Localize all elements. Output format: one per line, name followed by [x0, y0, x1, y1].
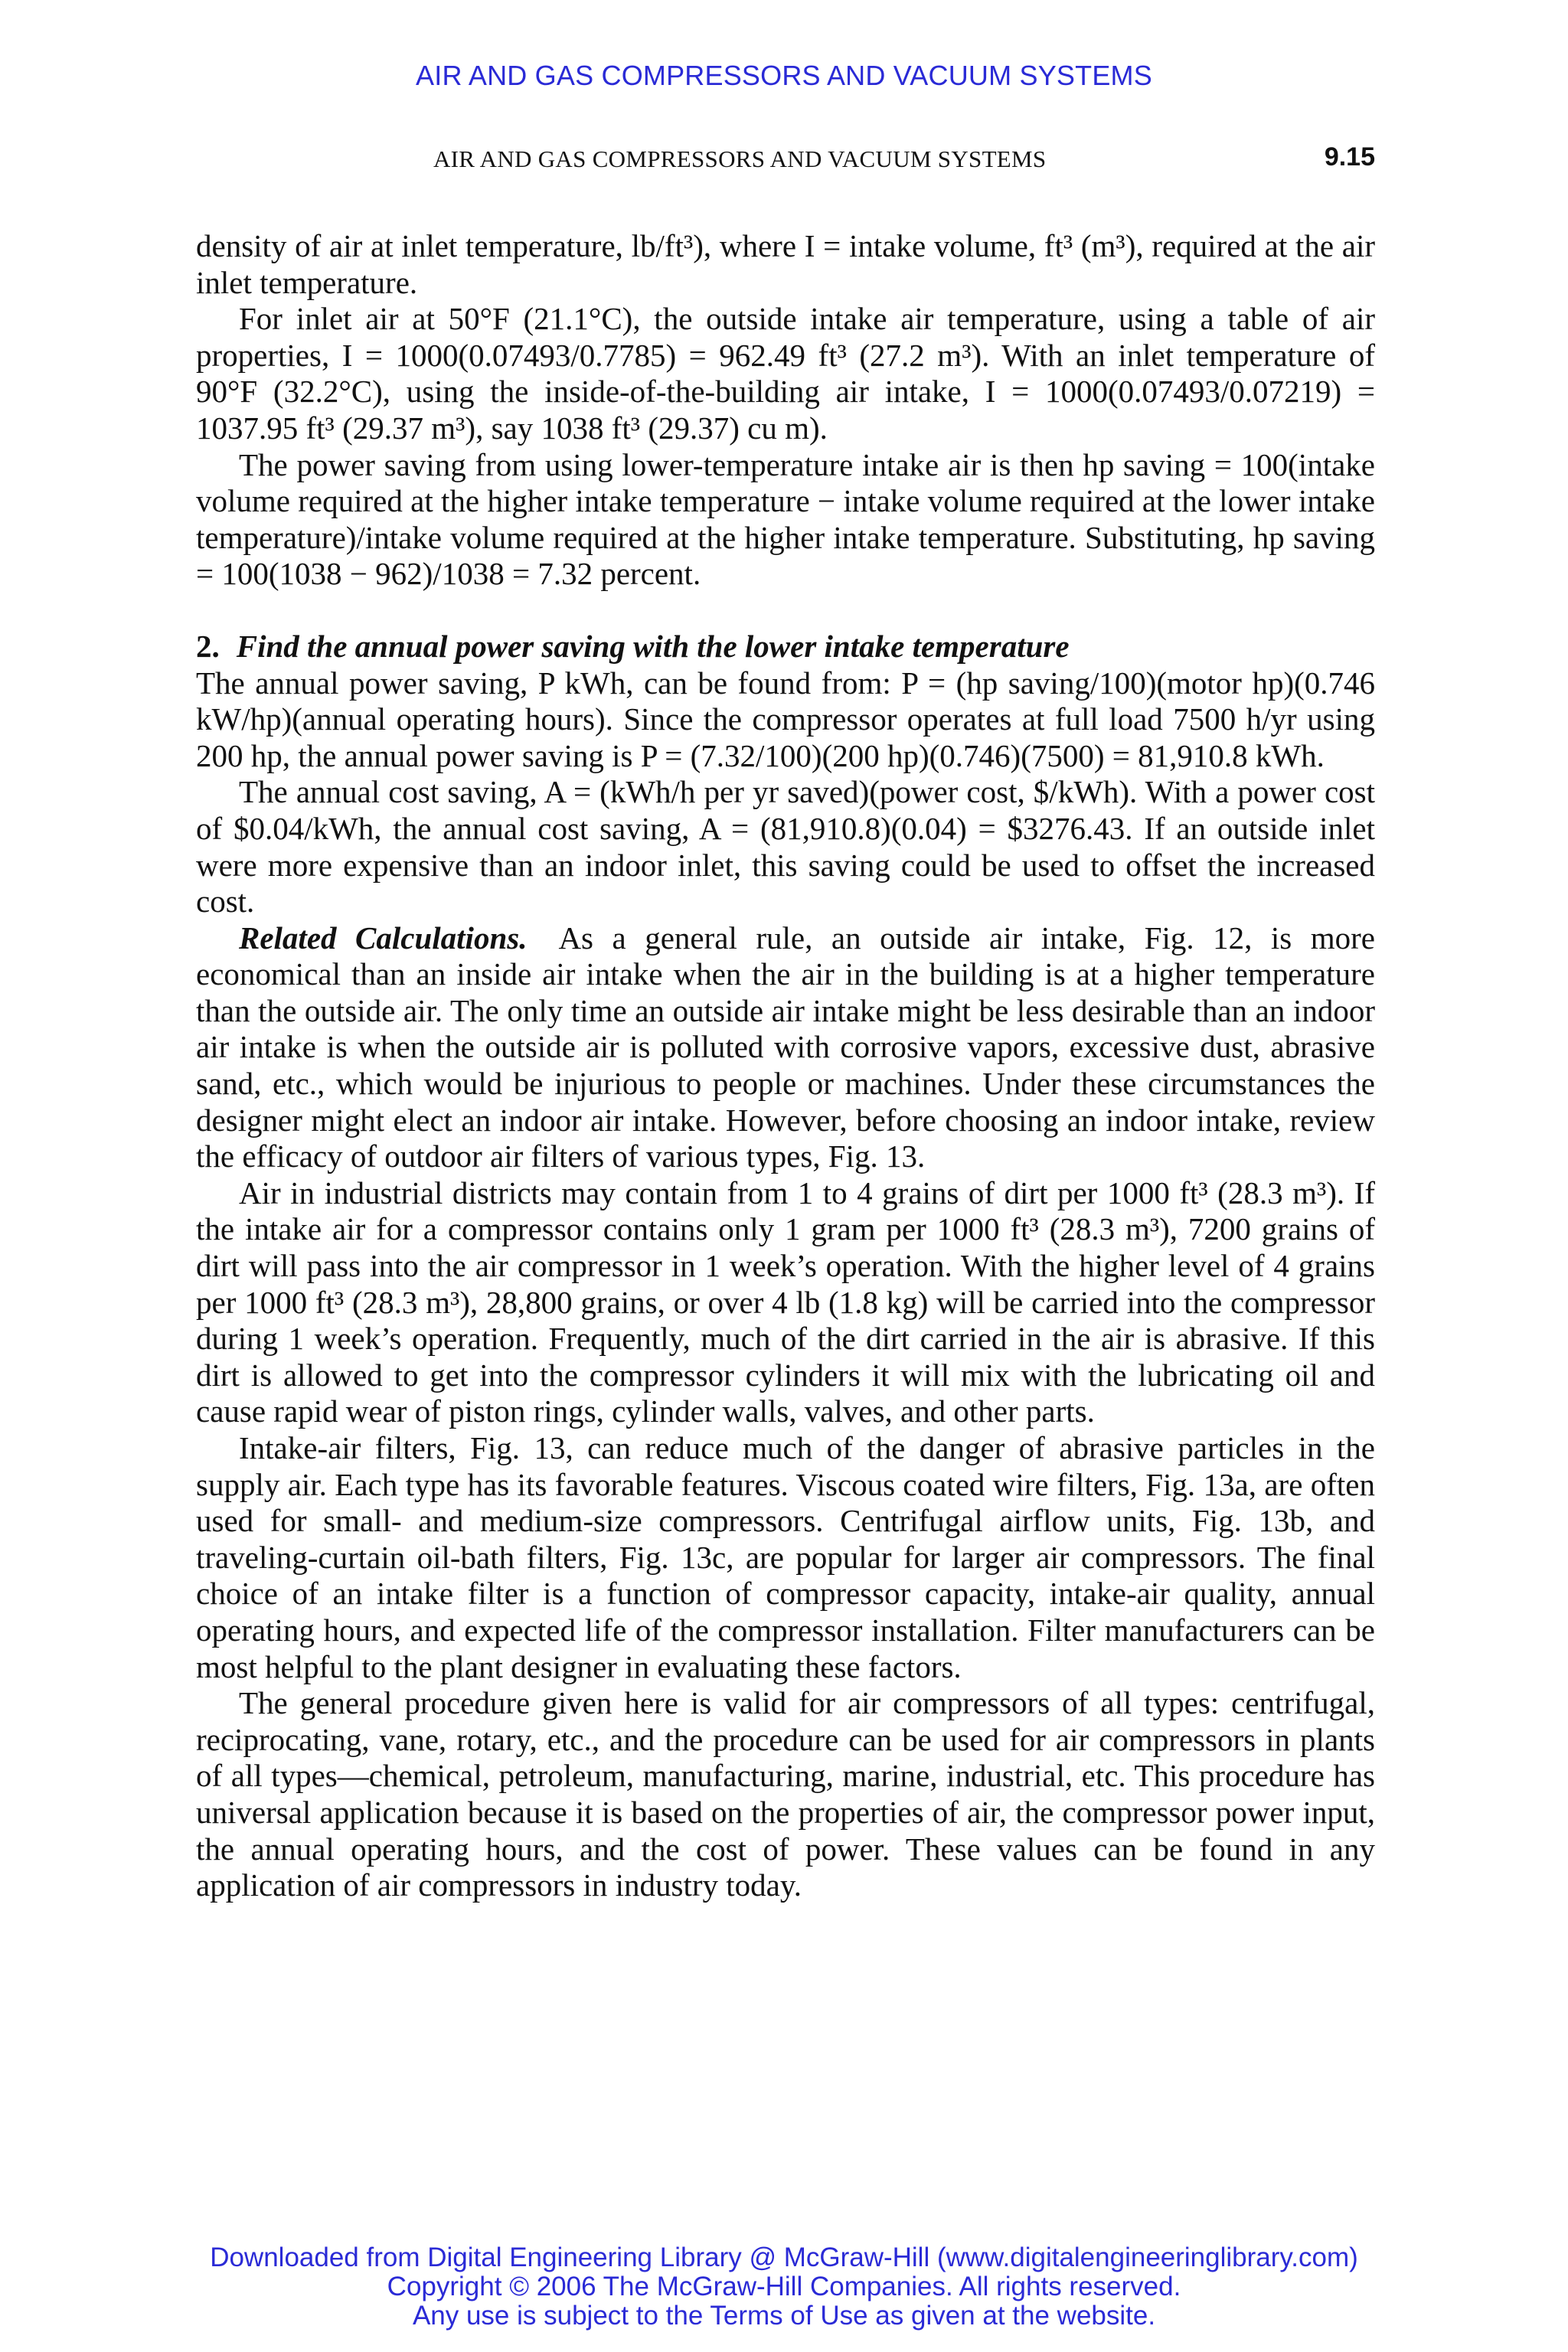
paragraph-1: density of air at inlet temperature, lb/ft³), where I = intake volume, ft³ (m³), required at the air inlet temperature. [196, 228, 1375, 300]
download-footer [0, 2243, 1568, 2331]
paragraph-5: The annual cost saving, A = (kWh/h per yr saved)(power cost, $/kWh). With a power cost of $0.04/kWh, the annual cost saving, A = (81,910.8)(0.04) = $3276.43. If an outside inlet were more expensive than an indoor inlet, this saving could be used to offset the increased cost. [196, 774, 1375, 920]
paragraph-9: The general procedure given here is valid for air compressors of all types: centrifugal, reciprocating, vane, rotary, etc., and the procedure can be used for air compressors in plants of all types—chemical, petroleum, manufacturing, marine, industrial, etc. This procedure has universal application because it is based on the properties of air, the compressor power input, the annual operating hours, and the cost of power. These values can be found in any application of air compressors in industry today. [196, 1685, 1375, 1903]
top-banner-title: AIR AND GAS COMPRESSORS AND VACUUM SYSTEMS [416, 60, 1152, 91]
running-head [196, 142, 1375, 179]
page-body [196, 228, 1375, 1904]
footer-copyright-line: Copyright © 2006 The McGraw-Hill Companies. All rights reserved. [387, 2272, 1181, 2301]
footer-download-line[interactable]: Downloaded from Digital Engineering Library @ McGraw-Hill (www.digitalengineeringlibrary.com) [210, 2243, 1358, 2272]
paragraph-7: Air in industrial districts may contain from 1 to 4 grains of dirt per 1000 ft³ (28.3 m³). If the intake air for a compressor contains only 1 gram per 1000 ft³ (28.3 m³), 7200 grains of dirt will pass into the air compressor in 1 week’s operation. With the higher level of 4 grains per 1000 ft³ (28.3 m³), 28,800 grains, or over 4 lb (1.8 kg) will be carried into the compressor during 1 week’s operation. Frequently, much of the dirt carried in the air is abrasive. If this dirt is allowed to get into the compressor cylinders it will mix with the lubricating oil and cause rapid wear of piston rings, cylinder walls, valves, and other parts. [196, 1174, 1375, 1429]
paragraph-2: For inlet air at 50°F (21.1°C), the outside intake air temperature, using a table of air properties, I = 1000(0.07493/0.7785) = 962.49 ft³ (27.2 m³). With an inlet temperature of 90°F (32.2°C), using the inside-of-the-building air intake, I = 1000(0.07493/0.07219) = 1037.95 ft³ (29.37 m³), say 1038 ft³ (29.37) cu m). [196, 301, 1375, 446]
footer-terms-line[interactable]: Any use is subject to the Terms of Use as given at the website. [412, 2301, 1156, 2331]
paragraph-8: Intake-air filters, Fig. 13, can reduce much of the danger of abrasive particles in the supply air. Each type has its favorable features. Viscous coated wire filters, Fig. 13a, are often used for small- and medium-size compressors. Centrifugal airflow units, Fig. 13b, and traveling-curtain oil-bath filters, Fig. 13c, are popular for larger air compressors. The final choice of an intake filter is a function of compressor capacity, intake-air quality, annual operating hours, and expected life of the compressor installation. Filter manufacturers can be most helpful to the plant designer in evaluating these factors. [196, 1430, 1375, 1684]
paragraph-6-text: As a general rule, an outside air intake, Fig. 12, is more economical than an inside air intake when the air in the building is at a higher temperature than the outside air. The only time an outside air intake might be less desirable than an indoor air intake is when the outside air is polluted with corrosive vapors, excessive dust, abrasive sand, etc., which would be injurious to people or machines. Under these circumstances the designer might elect an indoor air intake. However, before choosing an indoor intake, review the efficacy of outdoor air filters of various types, Fig. 13. [196, 920, 1375, 1174]
paragraph-4: The annual power saving, P kWh, can be found from: P = (hp saving/100)(motor hp)(0.746 kW/hp)(annual operating hours). Since the compressor operates at full load 7500 h/yr using 200 hp, the annual power saving is P = (7.32/100)(200 hp)(0.746)(7500) = 81,910.8 kWh. [196, 665, 1375, 773]
page-number: 9.15 [1324, 142, 1375, 172]
step-2-title: Find the annual power saving with the lower intake temperature [236, 628, 1070, 664]
related-calculations-label: Related Calculations. [239, 920, 528, 956]
paragraph-3: The power saving from using lower-temperature intake air is then hp saving = 100(intake volume required at the higher intake temperature − intake volume required at the lower intake temperature)/intake volume required at the higher intake temperature. Substituting, hp saving = 100(1038 − 962)/1038 = 7.32 percent. [196, 446, 1375, 592]
running-head-title: AIR AND GAS COMPRESSORS AND VACUUM SYSTEMS [433, 145, 1047, 172]
paragraph-6 [196, 920, 1375, 1175]
step-2-heading [196, 629, 1375, 665]
step-2-number: 2. [196, 628, 220, 664]
